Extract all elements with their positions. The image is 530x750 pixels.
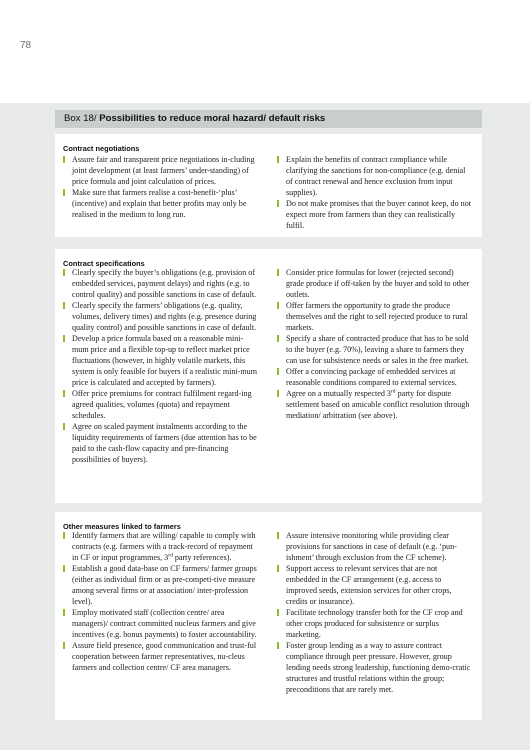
list-item: Specify a share of contracted produce that has to be sold to the buyer (e.g. 70%), leaving a share to farmers they can use for subsistence needs or sales in the free market. [276,333,471,366]
list-item: Establish a good data-base on CF farmers/ farmer groups (either as individual firm or as pre-competi-tive measure among several firms or at association/ inter-profession level). [62,563,257,607]
list-item: Agree on scaled payment instalments according to the liquidity requirements of farmers (due attention has to be paid to the cash-flow capacity and pre-financing possibilities of buyers). [62,421,257,465]
list-item: Facilitate technology transfer both for the CF crop and other crops produced for subsistence or surplus marketing. [276,607,471,640]
bullet-list [276,530,471,695]
bullet-marker [63,565,65,572]
bullet-marker [277,200,279,207]
section-contract-negotiations [55,134,482,237]
list-item: Do not make promises that the buyer cannot keep, do not expect more from farmers than they can realistically fulfil. [276,198,471,231]
bullet-marker [63,532,65,539]
bullet-list [62,154,257,220]
bullet-marker [277,302,279,309]
bullet-marker [277,390,279,397]
bullet-marker [63,156,65,163]
bullet-list [62,267,257,465]
bullet-marker [63,302,65,309]
list-item: Explain the benefits of contract compliance while clarifying the sanctions for non-compliance (e.g. denial of contract renewal and hence exclusion from input supplies). [276,154,471,198]
section-other-measures [55,512,482,720]
section-heading: Contract specifications [63,259,145,268]
list-item: Assure field presence, good communication and trust-ful cooperation between farmer representatives, nu-cleus farmers and collection centre/ CF area managers. [62,640,257,673]
list-item: Clearly specify the farmers’ obligations (e.g. quality, volumes, delivery times) and rights (e.g. presence during quality control) and possible sanctions in case of default. [62,300,257,333]
bullet-marker [63,189,65,196]
list-item: Foster group lending as a way to assure contract compliance through peer pressure. However, group lending needs strong leadership, functioning demo-cratic structures and trustful relations within the group; preconditions that are rarely met. [276,640,471,695]
box-label: Box 18/ [64,113,100,124]
list-item: Assure fair and transparent price negotiations in-cluding joint development (at least farmers’ under-standing) of price formula and joint calculation of prices. [62,154,257,187]
bullet-marker [63,609,65,616]
section-contract-specifications [55,249,482,503]
bullet-marker [63,390,65,397]
box-heading: Possibilities to reduce moral hazard/ default risks [99,113,326,124]
page-number: 78 [20,40,32,51]
bullet-marker [63,642,65,649]
list-item: Develop a price formula based on a reasonable mini-mum price and a flexible top-up to reflect market price fluctuations (however, in highly volatile markets, this system is only feasible for buyers if a realistic mini-mum price is calculated and accepted by farmers). [62,333,257,388]
bullet-marker [277,565,279,572]
section-heading: Contract negotiations [63,144,140,153]
list-item: Offer price premiums for contract fulfilment regard-ing agreed qualities, volumes (quota) and repayment schedules. [62,388,257,421]
bullet-marker [277,156,279,163]
list-item: Support access to relevant services that are not embedded in the CF arrangement (e.g. access to improved seeds, extension services for other crops, credits or insurance). [276,563,471,607]
bullet-marker [277,269,279,276]
bullet-list [276,267,471,421]
list-item: Consider price formulas for lower (rejected second) grade produce if off-taken by the buyer and sold to other outlets. [276,267,471,300]
bullet-marker [277,532,279,539]
list-item: Employ motivated staff (collection centre/ area managers)/ contract committed nucleus farmers and give incentives (e.g. bonus payments) to foster accountability. [62,607,257,640]
bullet-list [62,530,257,673]
box-title [55,110,482,128]
bullet-marker [277,368,279,375]
list-item: Make sure that farmers realise a cost-benefit-‘plus’ (incentive) and explain that better profits may only be realised in the medium to long run. [62,187,257,220]
list-item: Offer farmers the opportunity to grade the produce themselves and the right to sell rejected produce to rural markets. [276,300,471,333]
bullet-marker [63,335,65,342]
bullet-list [276,154,471,231]
list-item: Agree on a mutually respected 3rd party for dispute settlement based on amicable conflict resolution through mediation/ arbitration (see above). [276,388,471,421]
list-item: Clearly specify the buyer’s obligations (e.g. provision of embedded services, payment delays) and rights (e.g. to control quality) and possible sanctions in case of default. [62,267,257,300]
list-item: Offer a convincing package of embedded services at reasonable conditions compared to external services. [276,366,471,388]
list-item: Assure intensive monitoring while providing clear provisions for sanctions in case of default (e.g. ‘pun-ishment’ through exclusion from the CF scheme). [276,530,471,563]
bullet-marker [63,269,65,276]
bullet-marker [277,609,279,616]
bullet-marker [63,423,65,430]
section-heading: Other measures linked to farmers [63,522,181,531]
bullet-marker [277,642,279,649]
list-item: Identify farmers that are willing/ capable to comply with contracts (e.g. farmers with a track-record of repayment in CF or input programmes, 3rd party references). [62,530,257,563]
bullet-marker [277,335,279,342]
